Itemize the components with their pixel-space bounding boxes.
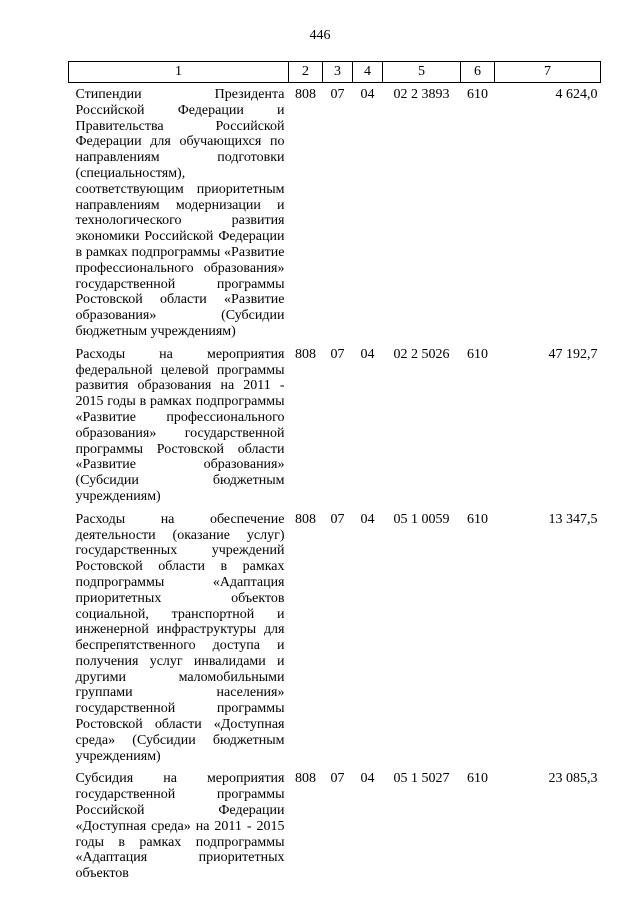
section-code: 07	[330, 87, 345, 102]
section-code: 07	[330, 771, 345, 787]
target-article-code: 05 1 0059	[393, 511, 450, 527]
expense-name: Стипендии Президента Российской Федерации и Правительства Российской Федерации для обучающихся по направлениям подготовки (специальностям), соответствующим приоритетным направлениям модернизации и технологического развития экономики Российской Федерации в рамках подпрограммы «Развитие профессионального образования» государственной программы Ростовской области «Развитие образования» (Субсидии бюджетным учреждениям)	[75, 87, 285, 339]
expense-name: Расходы на мероприятия федеральной целевой программы развития образования на 2011 - 2015 годы в рамках подпрограммы «Развитие профессионального образования» государственной программы Ростовской области «Развитие образования» (Субсидии бюджетным учреждениям)	[75, 346, 285, 504]
target-article-code: 02 2 3893	[393, 87, 450, 102]
ministry-code: 808	[295, 87, 316, 102]
subsection-code: 04	[360, 511, 375, 527]
column-header-3: 3	[323, 62, 353, 83]
expense-type-code: 610	[467, 511, 488, 527]
table-row	[69, 508, 601, 768]
column-header-4: 4	[353, 62, 383, 83]
target-article-code: 05 1 5027	[393, 771, 450, 787]
table-row	[69, 767, 601, 885]
column-header-6: 6	[461, 62, 495, 83]
header-row	[69, 62, 601, 83]
page-number: 446	[309, 28, 331, 43]
amount: 23 085,3	[548, 771, 598, 787]
expense-name: Субсидия на мероприятия государственной программы Российской Федерации «Доступная среда» на 2011 - 2015 годы в рамках подпрограммы «Адаптация приоритетных объектов	[75, 771, 285, 882]
column-header-5: 5	[383, 62, 461, 83]
amount: 13 347,5	[548, 511, 598, 527]
column-header-7: 7	[495, 62, 601, 83]
column-header-1: 1	[69, 62, 289, 83]
table-row	[69, 343, 601, 508]
amount: 47 192,7	[548, 346, 598, 362]
table-row	[69, 83, 601, 343]
section-code: 07	[330, 511, 345, 527]
ministry-code: 808	[295, 346, 316, 362]
expense-type-code: 610	[467, 771, 488, 787]
ministry-code: 808	[295, 771, 316, 787]
expense-type-code: 610	[467, 87, 488, 102]
expense-type-code: 610	[467, 346, 488, 362]
subsection-code: 04	[360, 771, 375, 787]
column-header-2: 2	[289, 62, 323, 83]
amount: 4 624,0	[555, 87, 598, 102]
budget-table	[68, 61, 601, 885]
ministry-code: 808	[295, 511, 316, 527]
target-article-code: 02 2 5026	[393, 346, 450, 362]
subsection-code: 04	[360, 87, 375, 102]
section-code: 07	[330, 346, 345, 362]
expense-name: Расходы на обеспечение деятельности (оказание услуг) государственных учреждений Ростовской области в рамках подпрограммы «Адаптация приоритетных объектов социальной, транспортной и инженерной инфраструктуры для беспрепятственного доступа и получения услуг инвалидами и другими маломобильными группами населения» государственной программы Ростовской области «Доступная среда» (Субсидии бюджетным учреждениям)	[75, 511, 285, 764]
subsection-code: 04	[360, 346, 375, 362]
